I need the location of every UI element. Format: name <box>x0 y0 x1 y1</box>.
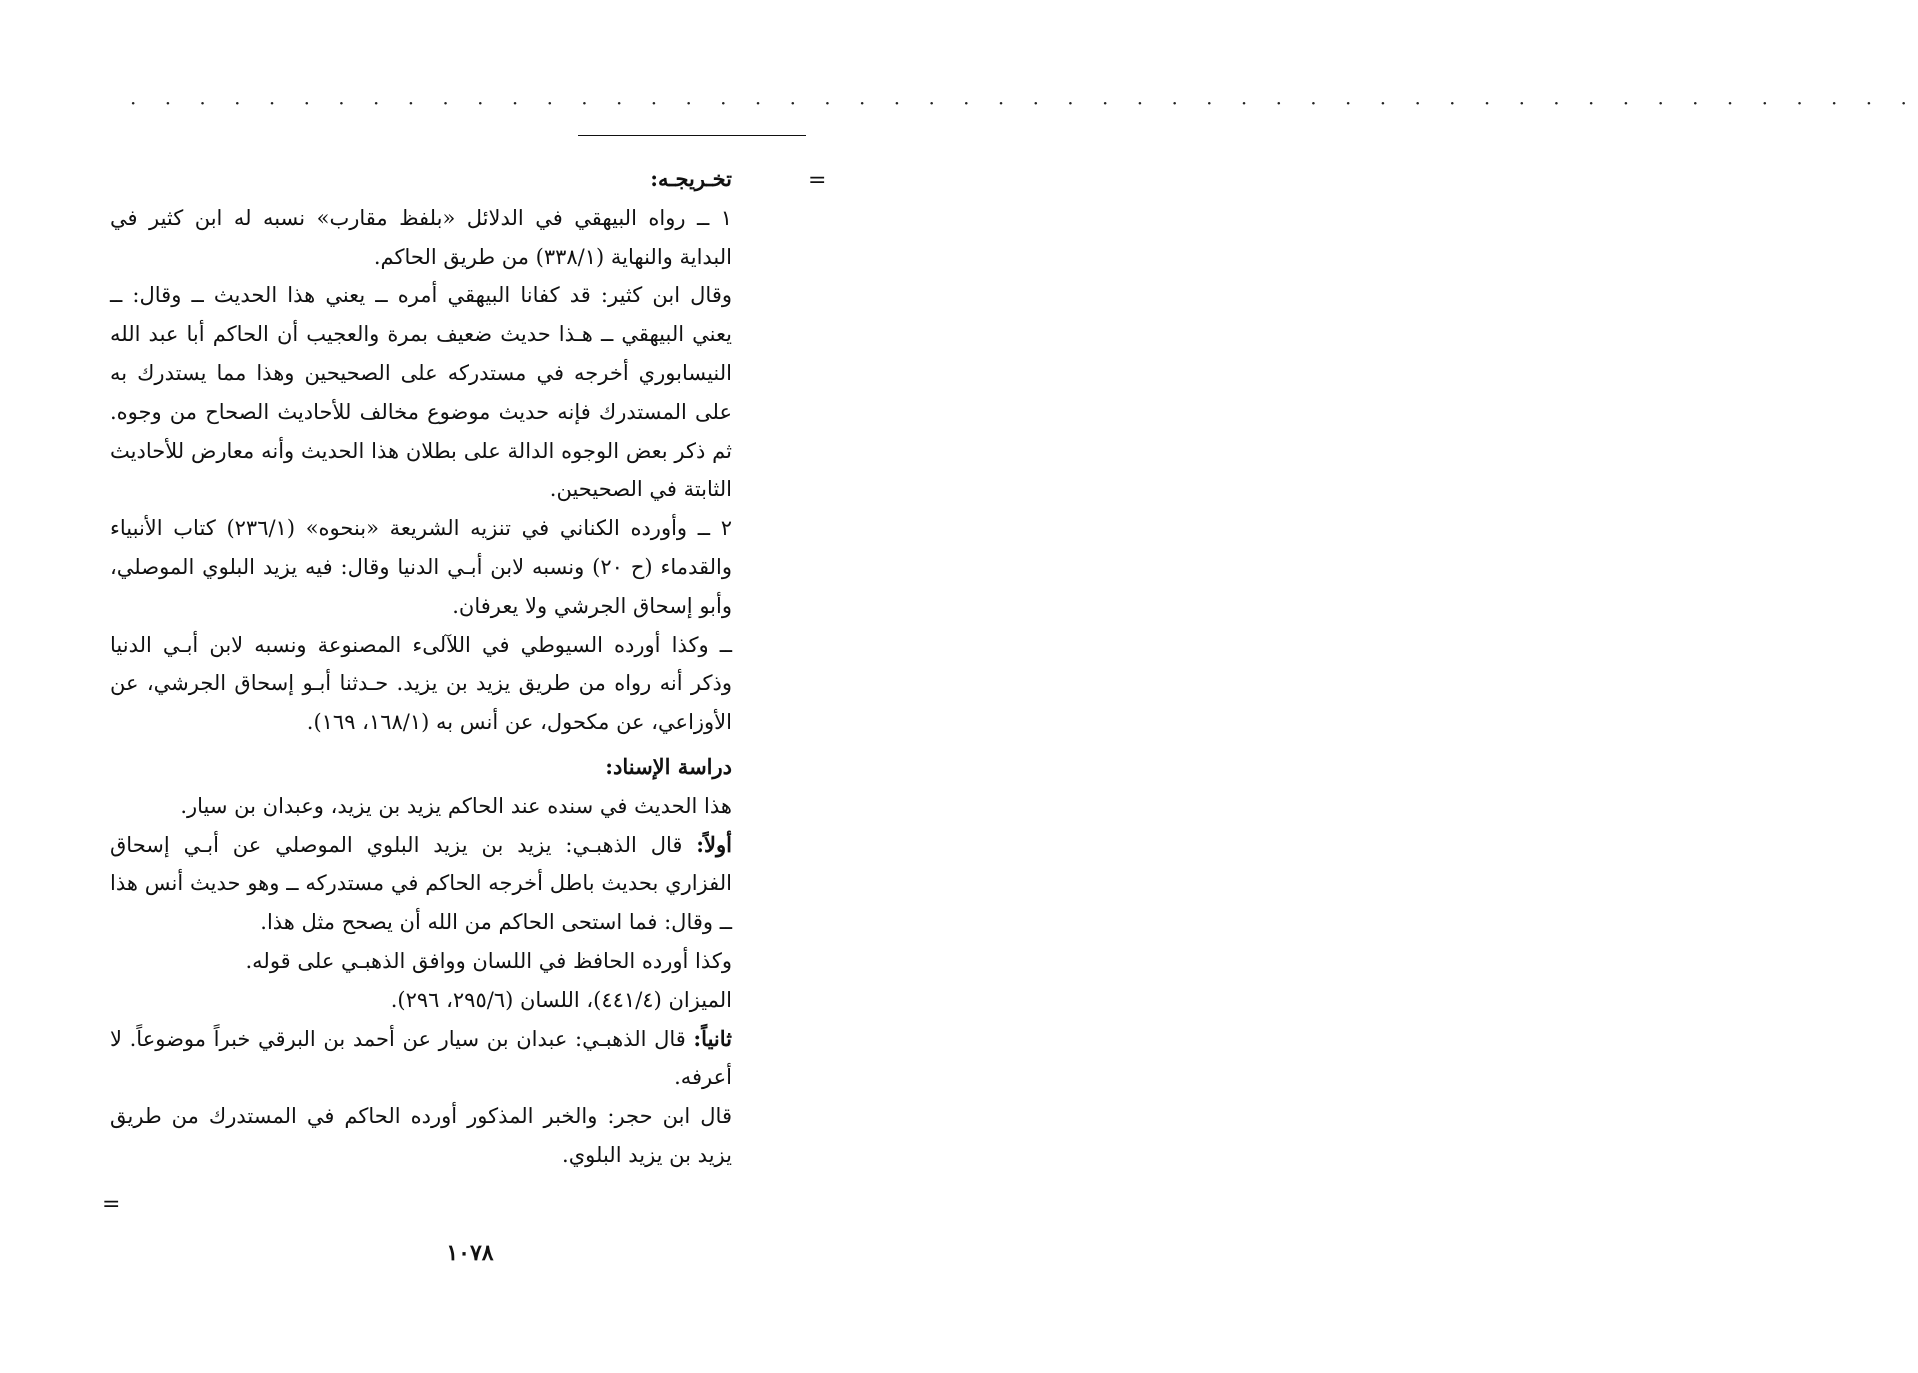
continuation-mark-top: = <box>808 168 827 193</box>
first-label: أولاً: <box>696 831 732 857</box>
footnote-body <box>110 160 732 1175</box>
takhrij-paragraph-3: ٢ ــ وأورده الكناني في تنزيه الشريعة «بنحوه» (٢٣٦/١) كتاب الأنبياء والقدماء (ح ٢٠) ونسبه لابن أبـي الدنيا وقال: فيه يزيد البلوي الموصلي، وأبو إسحاق الجرشي ولا يعرفان. <box>110 516 732 618</box>
takhrij-paragraph-1: ١ ــ رواه البيهقي في الدلائل «بلفظ مقارب» نسبه له ابن كثير في البداية والنهاية (٣٣٨/١) من طريق الحاكم. <box>110 205 732 269</box>
dirasa-paragraph-2 <box>110 826 732 942</box>
dirasa-paragraph-1: هذا الحديث في سنده عند الحاكم يزيد بن يزيد، وعبدان بن سيار. <box>180 793 732 818</box>
footnote-rule <box>578 135 806 136</box>
dirasa-paragraph-6: قال ابن حجر: والخبر المذكور أورده الحاكم في المستدرك من طريق يزيد بن يزيد البلوي. <box>110 1104 732 1167</box>
takhrij-heading: تخـريجـه: <box>650 166 732 191</box>
first-text: قال الذهبـي: يزيد بن يزيد البلوي الموصلي عن أبـي إسحاق الفزاري بحديث باطل أخرجه الحاكم في مستدركه ــ وهو حديث أنس هذا ــ وقال: فما استحى الحاكم من الله أن يصحح مثل هذا. <box>110 832 732 935</box>
continuation-mark-bottom: = <box>102 1192 121 1217</box>
takhrij-paragraph-2: وقال ابن كثير: قد كفانا البيهقي أمره ــ يعني هذا الحديث ــ وقال: ــ يعني البيهقي ــ هـذا حديث ضعيف بمرة والعجيب أن الحاكم أبا عبد الله النيسابوري أخرجه في مستدركه على الصحيحين وهذا مما يستدرك به على المستدرك فإنه حديث موضوع مخالف للأحاديث الصحاح من وجوه. ثم ذكر بعض الوجوه الدالة على بطلان هذا الحديث وأنه معارض للأحاديث الثابتة في الصحيحين. <box>110 283 732 502</box>
dirasa-heading: دراسة الإسناد: <box>605 753 732 779</box>
dotted-separator: · · · · · · · · · · · · · · · · · · · · · · · · · · · · · · · · · · · · · · · · · · · · · · · · · · · · <box>130 91 1918 115</box>
dirasa-paragraph-3: وكذا أورده الحافظ في اللسان ووافق الذهبـي على قوله. <box>245 948 732 973</box>
dirasa-paragraph-4: الميزان (٤٤١/٤)، اللسان (٢٩٥/٦، ٢٩٦). <box>390 987 732 1012</box>
page-number: ١٠٧٨ <box>446 1240 494 1266</box>
second-label: ثانياً: <box>693 1025 732 1051</box>
second-text: قال الذهبـي: عبدان بن سيار عن أحمد بن البرقي خبراً موضوعاً. لا أعرفه. <box>110 1026 732 1090</box>
takhrij-paragraph-4: ــ وكذا أورده السيوطي في اللآلىء المصنوعة ونسبه لابن أبـي الدنيا وذكر أنه رواه من طريق يزيد بن يزيد. حـدثنا أبـو إسحاق الجرشي، عن الأوزاعي، عن مكحول، عن أنس به (١٦٨/١، ١٦٩). <box>110 632 732 735</box>
dirasa-paragraph-5 <box>110 1020 732 1098</box>
